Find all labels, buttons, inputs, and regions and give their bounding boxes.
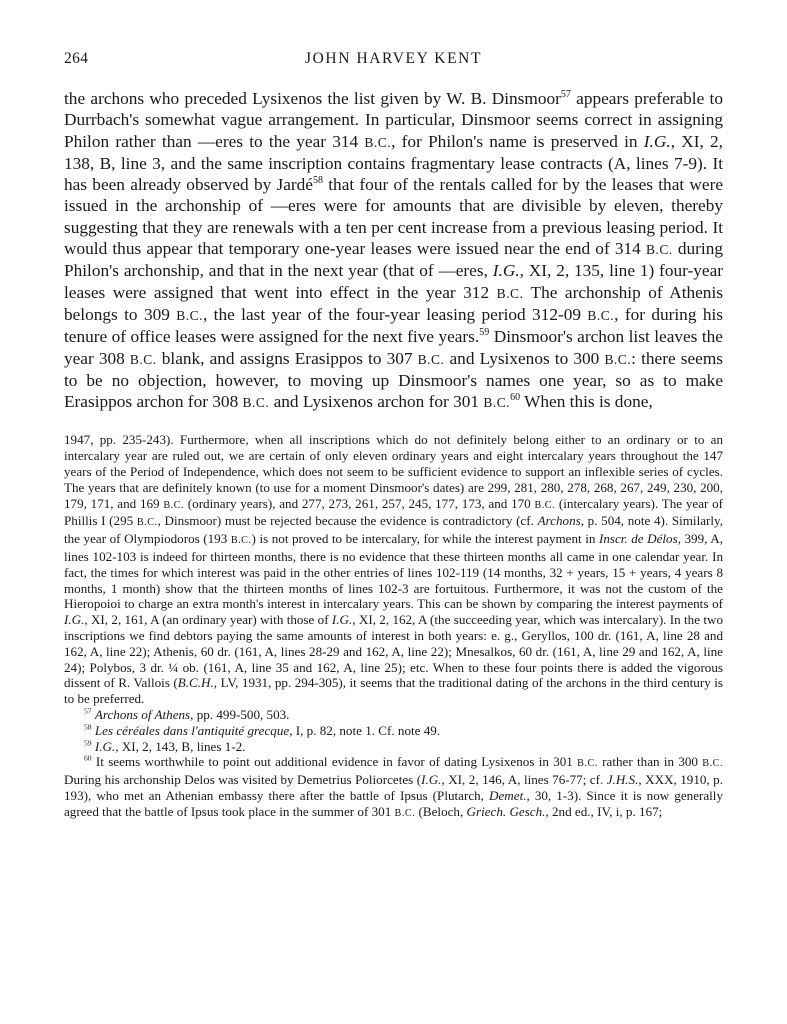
- footnote-ref-60: 60: [510, 392, 521, 404]
- main-paragraph: the archons who preceded Lysixenos the list given by W. B. Dinsmoor$^{57}$ appears preferable to Durrbach's somewhat vague arrangement. In particular, Dinsmoor seems correct in assigning Philon rather than —eres to the year 314 B.C., for Philon's name is preserved in I.G., XI, 2, 138, B, line 3, and the same inscription contains fragmentary lease contracts (A, lines 7-9). It has been already observed by Jardé$^{58}$ that four of the rentals called for by the leases that were issued in the archonship of —eres were for amounts that are divisible by eleven, thereby suggesting that they are renewals with a ten per cent increase from a previous leasing period. It would thus appear that temporary one-year leases were issued near the end of 314 B.C. during Philon's archonship, and that in the next year (that of —eres, I.G., XI, 2, 135, line 1) four-year leases were assigned that went into effect in the year 312 B.C. The archonship of Athenis belongs to 309 B.C., the last year of the four-year leasing period 312-09 B.C., for during his tenure of office leases were assigned for the next five years.$^{59}$ Dinsmoor's archon list leaves the year 308 B.C. blank, and assigns Erasippos to 307 B.C. and Lysixenos to 300 B.C.: there seems to be no objection, however, to moving up Dinsmoor's names one year, so as to make Erasippos archon for 308 B.C. and Lysixenos archon for 301 B.C.$^{60}$ When this is done,: [64, 89, 724, 412]
- page-number: 264: [64, 50, 89, 67]
- running-head: JOHN HARVEY KENT: [304, 50, 483, 67]
- main-text: [64, 88, 723, 413]
- page-header: [64, 50, 723, 74]
- footnotes: [64, 432, 723, 821]
- footnote-60: $^{60}$ It seems worthwhile to point out additional evidence in favor of dating Lysixenos in 301 B.C. rather than in 300 B.C. During his archonship Delos was visited by Demetrius Poliorcetes (I.G., XI, 2, 146, A, lines 76-77; cf. J.H.S., XXX, 1910, p. 193), who met an Athenian embassy there after the battle of Ipsus (Plutarch, Demet., 30, 1-3). Since it is now generally agreed that the battle of Ipsus took place in the summer of 301 B.C. (Beloch, Griech. Gesch., 2nd ed., IV, i, p. 167;: [64, 754, 723, 819]
- page: [64, 50, 723, 822]
- footnote-57: $^{57}$ Archons of Athens, pp. 499-500, 503.: [84, 706, 290, 722]
- footnote-continuation: 1947, pp. 235-243). Furthermore, when all inscriptions which do not definitely belong either to an ordinary or to an intercalary year are ruled out, we are certain of only eleven ordinary years and eight intercalary years throughout the 147 years of the Period of Independence, which does not seem to be sufficient evidence to support an inflexible series of cycles. The years that are definitely known (to use for a moment Dinsmoor's dates) are 299, 281, 280, 278, 268, 267, 249, 230, 200, 179, 171, and 169 B.C. (ordinary years), and 277, 273, 261, 257, 245, 177, 173, and 170 B.C. (intercalary years). The year of Phillis I (295 B.C., Dinsmoor) must be rejected because the evidence is contradictory (cf. Archons, p. 504, note 4). Similarly, the year of Olympiodoros (193 B.C.) is not proved to be intercalary, for while the interest payment in Inscr. de Délos, 399, A, lines 102-103 is indeed for thirteen months, there is no evidence that these thirteen months all came in one calendar year. In fact, the times for which interest was paid in the other entries of lines 102-119 (14 months, 32 + years, 15 + years, 4 years 8 months, 1 month) show that the thirteen months of lines 102-3 are fortuitous. Furthermore, it was not the custom of the Hieropoioi to charge an extra month's interest in intercalary years. This can be shown by comparing the interest payments of I.G., XI, 2, 161, A (an ordinary year) with those of I.G., XI, 2, 162, A (the succeeding year, which was intercalary). In the two inscriptions we find debtors paying the same amounts of interest in both years: e. g., Geryllos, 100 dr. (161, A, line 28 and 162, A, line 22); Athenis, 60 dr. (161, A, lines 28-29 and 162, A, line 22); Mnesalkos, 60 dr. (161, A, line 29 and 162, A, line 24); Polybos, 3 dr. ¼ ob. (161, A, line 35 and 162, A, line 25); etc. When to these four points there is added the vigorous dissent of R. Vallois (B.C.H., LV, 1931, pp. 294-305), it seems that the traditional dating of the archons in the third century is to be preferred.: [64, 432, 724, 707]
- footnote-ref-57: 57: [560, 89, 571, 101]
- footnote-59: $^{59}$ I.G., XI, 2, 143, B, lines 1-2.: [84, 738, 246, 754]
- footnote-ref-58: 58: [312, 175, 323, 187]
- footnote-58: $^{58}$ Les céréales dans l'antiquité grecque, I, p. 82, note 1. Cf. note 49.: [84, 722, 441, 738]
- footnote-ref-59: 59: [479, 327, 490, 339]
